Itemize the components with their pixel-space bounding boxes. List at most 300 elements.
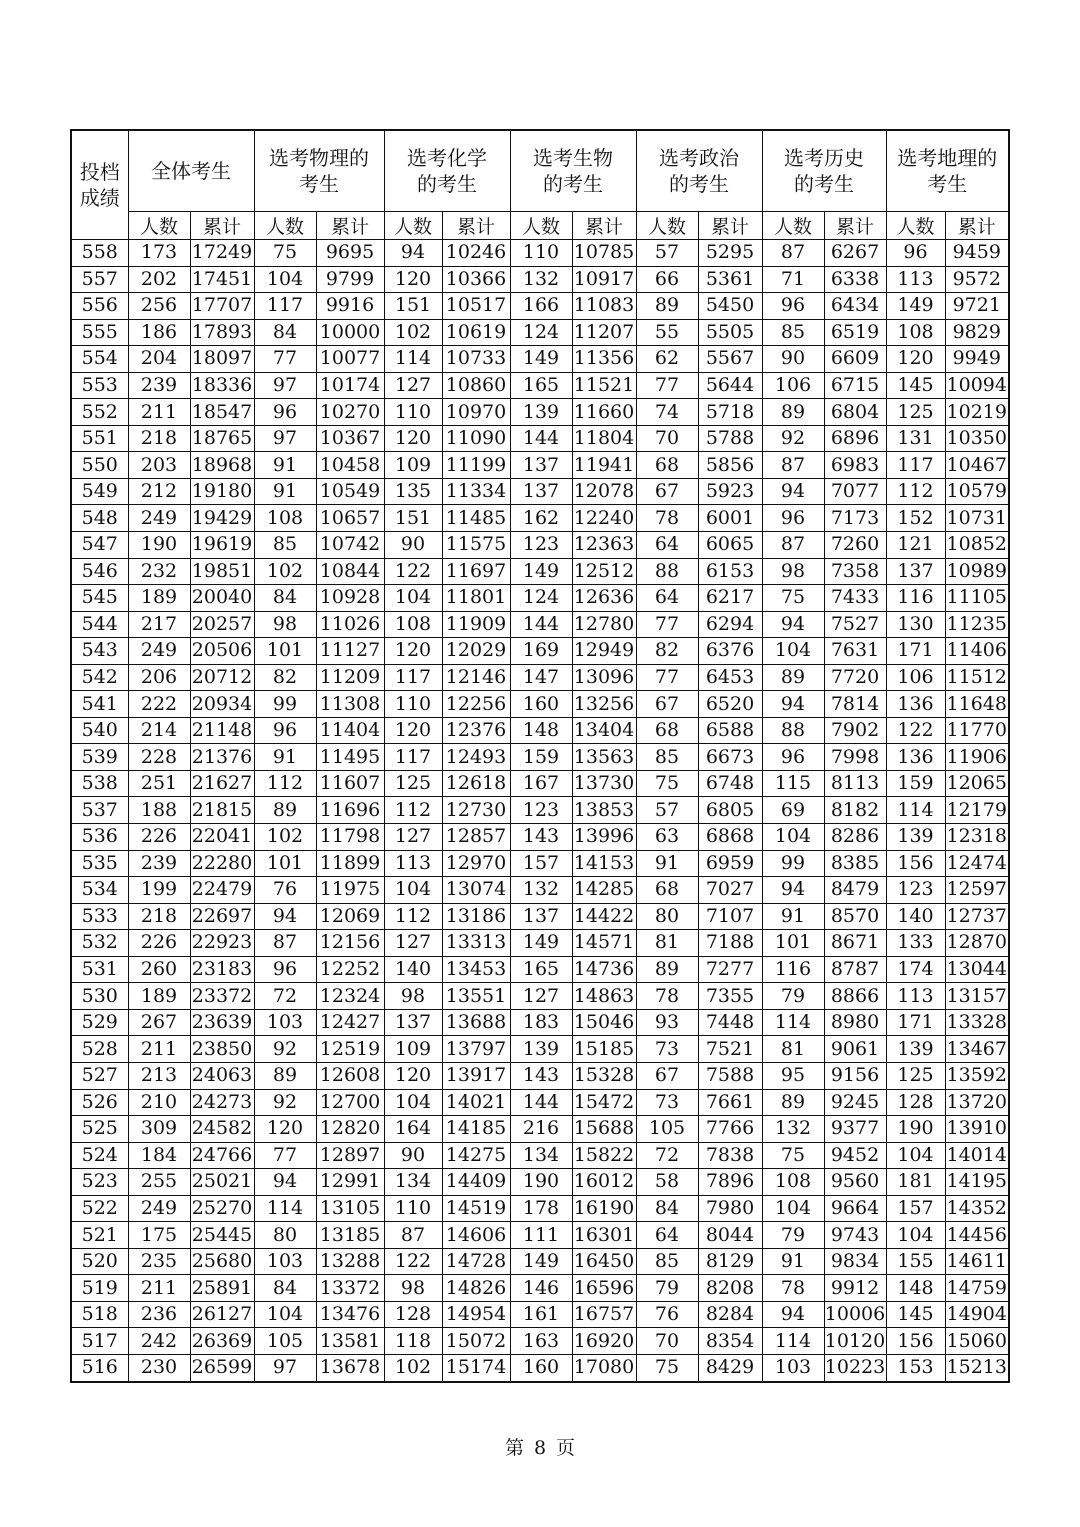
table-cell: 123 (510, 797, 572, 824)
table-cell: 109 (384, 452, 442, 479)
table-cell: 189 (128, 585, 190, 612)
table-cell: 93 (636, 1009, 698, 1036)
score-cell: 557 (71, 266, 128, 293)
table-cell: 143 (510, 1062, 572, 1089)
table-cell: 14409 (442, 1169, 510, 1196)
table-row (71, 558, 1009, 585)
table-cell: 24582 (190, 1116, 254, 1143)
table-cell: 11607 (316, 770, 384, 797)
table-cell: 25891 (190, 1275, 254, 1302)
table-cell: 6376 (698, 638, 762, 665)
table-cell: 190 (128, 532, 190, 559)
table-cell: 70 (636, 425, 698, 452)
table-cell: 104 (384, 1089, 442, 1116)
table-row (71, 956, 1009, 983)
table-cell: 10579 (945, 478, 1009, 505)
table-cell: 11090 (442, 425, 510, 452)
table-cell: 17249 (190, 240, 254, 267)
table-cell: 171 (886, 1009, 945, 1036)
table-cell: 10223 (824, 1354, 886, 1381)
table-cell: 6609 (824, 346, 886, 373)
table-row (71, 1248, 1009, 1275)
table-cell: 114 (762, 1009, 824, 1036)
table-cell: 96 (254, 399, 316, 426)
score-cell: 525 (71, 1116, 128, 1143)
table-cell: 15046 (572, 1009, 636, 1036)
score-cell: 553 (71, 372, 128, 399)
table-cell: 6804 (824, 399, 886, 426)
table-cell: 11209 (316, 664, 384, 691)
table-row (71, 797, 1009, 824)
table-cell: 10731 (945, 505, 1009, 532)
table-cell: 9743 (824, 1222, 886, 1249)
table-cell: 218 (128, 425, 190, 452)
table-cell: 91 (636, 850, 698, 877)
table-cell: 26599 (190, 1354, 254, 1381)
table-cell: 9572 (945, 266, 1009, 293)
table-row (71, 1195, 1009, 1222)
table-cell: 10350 (945, 425, 1009, 452)
table-row (71, 611, 1009, 638)
table-cell: 98 (762, 558, 824, 585)
score-cell: 524 (71, 1142, 128, 1169)
table-cell: 10549 (316, 478, 384, 505)
table-cell: 216 (510, 1116, 572, 1143)
table-cell: 21627 (190, 770, 254, 797)
score-cell: 531 (71, 956, 128, 983)
table-row (71, 1275, 1009, 1302)
table-cell: 13453 (442, 956, 510, 983)
group-header-biology: 选考生物的考生 (510, 130, 636, 212)
table-row (71, 1354, 1009, 1381)
table-cell: 10174 (316, 372, 384, 399)
table-cell: 121 (886, 532, 945, 559)
table-cell: 165 (510, 956, 572, 983)
table-cell: 24063 (190, 1062, 254, 1089)
table-cell: 11798 (316, 824, 384, 851)
table-cell: 14571 (572, 930, 636, 957)
table-cell: 7980 (698, 1195, 762, 1222)
table-cell: 16190 (572, 1195, 636, 1222)
table-cell: 133 (886, 930, 945, 957)
table-cell: 11575 (442, 532, 510, 559)
table-cell: 136 (886, 691, 945, 718)
table-cell: 13404 (572, 717, 636, 744)
table-cell: 7077 (824, 478, 886, 505)
table-cell: 79 (636, 1275, 698, 1302)
table-cell: 6715 (824, 372, 886, 399)
table-row (71, 266, 1009, 293)
table-cell: 89 (254, 1062, 316, 1089)
table-cell: 8354 (698, 1328, 762, 1355)
table-cell: 181 (886, 1169, 945, 1196)
table-cell: 166 (510, 293, 572, 320)
table-cell: 12252 (316, 956, 384, 983)
table-cell: 163 (510, 1328, 572, 1355)
table-cell: 7661 (698, 1089, 762, 1116)
score-cell: 549 (71, 478, 128, 505)
table-cell: 6748 (698, 770, 762, 797)
table-cell: 12737 (945, 903, 1009, 930)
table-cell: 161 (510, 1301, 572, 1328)
table-cell: 214 (128, 717, 190, 744)
table-cell: 12146 (442, 664, 510, 691)
table-cell: 12179 (945, 797, 1009, 824)
table-cell: 123 (510, 532, 572, 559)
table-cell: 235 (128, 1248, 190, 1275)
table-cell: 160 (510, 691, 572, 718)
table-cell: 73 (636, 1089, 698, 1116)
table-cell: 64 (636, 585, 698, 612)
table-cell: 134 (510, 1142, 572, 1169)
table-cell: 6588 (698, 717, 762, 744)
table-cell: 13185 (316, 1222, 384, 1249)
table-cell: 81 (636, 930, 698, 957)
table-cell: 102 (384, 319, 442, 346)
score-cell: 544 (71, 611, 128, 638)
table-cell: 9560 (824, 1169, 886, 1196)
table-cell: 94 (254, 903, 316, 930)
table-cell: 11909 (442, 611, 510, 638)
table-cell: 149 (510, 558, 572, 585)
table-cell: 25680 (190, 1248, 254, 1275)
table-cell: 151 (384, 505, 442, 532)
table-cell: 98 (254, 611, 316, 638)
subheader-cumulative: 累计 (945, 212, 1009, 240)
table-cell: 127 (384, 930, 442, 957)
table-cell: 23639 (190, 1009, 254, 1036)
table-cell: 148 (510, 717, 572, 744)
table-cell: 10733 (442, 346, 510, 373)
subheader-row (71, 212, 1009, 240)
table-cell: 12256 (442, 691, 510, 718)
table-cell: 57 (636, 797, 698, 824)
table-cell: 79 (762, 1222, 824, 1249)
score-cell: 519 (71, 1275, 128, 1302)
table-cell: 104 (762, 824, 824, 851)
table-cell: 117 (384, 744, 442, 771)
table-cell: 96 (762, 744, 824, 771)
table-cell: 6868 (698, 824, 762, 851)
table-cell: 16301 (572, 1222, 636, 1249)
table-cell: 120 (384, 638, 442, 665)
table-cell: 85 (636, 1248, 698, 1275)
table-cell: 104 (886, 1142, 945, 1169)
table-cell: 8429 (698, 1354, 762, 1381)
table-cell: 169 (510, 638, 572, 665)
table-cell: 103 (254, 1009, 316, 1036)
table-cell: 14185 (442, 1116, 510, 1143)
table-cell: 7838 (698, 1142, 762, 1169)
table-cell: 84 (636, 1195, 698, 1222)
table-cell: 13720 (945, 1089, 1009, 1116)
table-cell: 159 (886, 770, 945, 797)
table-cell: 13186 (442, 903, 510, 930)
table-cell: 117 (254, 293, 316, 320)
table-cell: 19619 (190, 532, 254, 559)
table-cell: 105 (254, 1328, 316, 1355)
table-cell: 13581 (316, 1328, 384, 1355)
score-cell: 535 (71, 850, 128, 877)
table-cell: 8286 (824, 824, 886, 851)
table-cell: 127 (384, 824, 442, 851)
table-cell: 12636 (572, 585, 636, 612)
table-cell: 137 (510, 452, 572, 479)
table-cell: 26369 (190, 1328, 254, 1355)
table-cell: 8570 (824, 903, 886, 930)
table-cell: 102 (384, 1354, 442, 1381)
table-cell: 9245 (824, 1089, 886, 1116)
table-cell: 21376 (190, 744, 254, 771)
table-cell: 12029 (442, 638, 510, 665)
table-cell: 13996 (572, 824, 636, 851)
table-cell: 12324 (316, 983, 384, 1010)
table-cell: 101 (254, 638, 316, 665)
table-row (71, 1062, 1009, 1089)
table-cell: 11235 (945, 611, 1009, 638)
table-cell: 72 (636, 1142, 698, 1169)
table-cell: 145 (886, 372, 945, 399)
table-cell: 10367 (316, 425, 384, 452)
table-cell: 10458 (316, 452, 384, 479)
table-cell: 22697 (190, 903, 254, 930)
table-cell: 94 (762, 1301, 824, 1328)
score-cell: 539 (71, 744, 128, 771)
table-cell: 122 (886, 717, 945, 744)
table-cell: 14195 (945, 1169, 1009, 1196)
table-cell: 10517 (442, 293, 510, 320)
table-cell: 113 (384, 850, 442, 877)
table-cell: 17893 (190, 319, 254, 346)
table-cell: 217 (128, 611, 190, 638)
score-cell: 543 (71, 638, 128, 665)
table-cell: 94 (762, 611, 824, 638)
table-cell: 96 (254, 717, 316, 744)
group-header-all: 全体考生 (128, 130, 254, 212)
subheader-count: 人数 (886, 212, 945, 240)
table-cell: 10094 (945, 372, 1009, 399)
subheader-cumulative: 累计 (316, 212, 384, 240)
table-row (71, 425, 1009, 452)
table-cell: 7277 (698, 956, 762, 983)
table-cell: 11127 (316, 638, 384, 665)
score-cell: 521 (71, 1222, 128, 1249)
table-cell: 189 (128, 983, 190, 1010)
table-cell: 17451 (190, 266, 254, 293)
table-cell: 204 (128, 346, 190, 373)
table-cell: 117 (384, 664, 442, 691)
table-cell: 77 (254, 1142, 316, 1169)
table-cell: 103 (254, 1248, 316, 1275)
table-cell: 6338 (824, 266, 886, 293)
table-cell: 14759 (945, 1275, 1009, 1302)
table-cell: 63 (636, 824, 698, 851)
table-cell: 26127 (190, 1301, 254, 1328)
table-cell: 7527 (824, 611, 886, 638)
table-cell: 112 (254, 770, 316, 797)
table-cell: 164 (384, 1116, 442, 1143)
table-cell: 137 (384, 1009, 442, 1036)
table-cell: 11334 (442, 478, 510, 505)
table-cell: 10006 (824, 1301, 886, 1328)
table-cell: 12065 (945, 770, 1009, 797)
table-cell: 76 (254, 877, 316, 904)
table-cell: 12897 (316, 1142, 384, 1169)
group-header-politics: 选考政治的考生 (636, 130, 762, 212)
table-cell: 16757 (572, 1301, 636, 1328)
table-cell: 9829 (945, 319, 1009, 346)
table-cell: 15328 (572, 1062, 636, 1089)
table-cell: 115 (762, 770, 824, 797)
table-cell: 6217 (698, 585, 762, 612)
table-cell: 20257 (190, 611, 254, 638)
table-cell: 140 (384, 956, 442, 983)
table-cell: 255 (128, 1169, 190, 1196)
table-cell: 239 (128, 372, 190, 399)
table-cell: 20712 (190, 664, 254, 691)
table-cell: 12376 (442, 717, 510, 744)
table-cell: 14728 (442, 1248, 510, 1275)
table-cell: 91 (254, 452, 316, 479)
table-cell: 73 (636, 1036, 698, 1063)
table-cell: 64 (636, 532, 698, 559)
table-row (71, 983, 1009, 1010)
table-cell: 23183 (190, 956, 254, 983)
table-cell: 7355 (698, 983, 762, 1010)
table-cell: 20506 (190, 638, 254, 665)
table-cell: 9949 (945, 346, 1009, 373)
table-cell: 13853 (572, 797, 636, 824)
table-cell: 94 (254, 1169, 316, 1196)
table-cell: 11770 (945, 717, 1009, 744)
table-cell: 113 (886, 266, 945, 293)
table-cell: 103 (762, 1354, 824, 1381)
table-cell: 13256 (572, 691, 636, 718)
table-cell: 7448 (698, 1009, 762, 1036)
table-row (71, 372, 1009, 399)
table-cell: 120 (384, 266, 442, 293)
table-cell: 91 (762, 1248, 824, 1275)
table-cell: 120 (384, 717, 442, 744)
table-cell: 67 (636, 1062, 698, 1089)
table-cell: 10928 (316, 585, 384, 612)
table-cell: 13044 (945, 956, 1009, 983)
table-cell: 92 (254, 1036, 316, 1063)
table-cell: 127 (384, 372, 442, 399)
table-row (71, 930, 1009, 957)
table-cell: 230 (128, 1354, 190, 1381)
table-cell: 13730 (572, 770, 636, 797)
table-cell: 8182 (824, 797, 886, 824)
table-cell: 14285 (572, 877, 636, 904)
table-cell: 137 (886, 558, 945, 585)
table-cell: 6983 (824, 452, 886, 479)
table-cell: 108 (384, 611, 442, 638)
table-cell: 124 (510, 319, 572, 346)
table-cell: 10077 (316, 346, 384, 373)
table-cell: 239 (128, 850, 190, 877)
table-cell: 108 (762, 1169, 824, 1196)
table-cell: 148 (886, 1275, 945, 1302)
table-cell: 11026 (316, 611, 384, 638)
table-cell: 7631 (824, 638, 886, 665)
table-cell: 13313 (442, 930, 510, 957)
table-cell: 7766 (698, 1116, 762, 1143)
table-cell: 249 (128, 505, 190, 532)
table-row (71, 1142, 1009, 1169)
table-cell: 89 (762, 1089, 824, 1116)
table-row (71, 532, 1009, 559)
table-row (71, 505, 1009, 532)
table-cell: 11495 (316, 744, 384, 771)
table-cell: 251 (128, 770, 190, 797)
table-row (71, 744, 1009, 771)
table-cell: 178 (510, 1195, 572, 1222)
table-cell: 12474 (945, 850, 1009, 877)
table-cell: 78 (636, 505, 698, 532)
table-cell: 12078 (572, 478, 636, 505)
table-cell: 77 (636, 372, 698, 399)
table-cell: 55 (636, 319, 698, 346)
table-cell: 11941 (572, 452, 636, 479)
table-cell: 97 (254, 372, 316, 399)
table-cell: 14736 (572, 956, 636, 983)
table-cell: 11906 (945, 744, 1009, 771)
table-cell: 87 (762, 240, 824, 267)
table-cell: 85 (636, 744, 698, 771)
subheader-count: 人数 (510, 212, 572, 240)
table-cell: 85 (762, 319, 824, 346)
table-cell: 14014 (945, 1142, 1009, 1169)
table-cell: 21815 (190, 797, 254, 824)
table-cell: 7173 (824, 505, 886, 532)
score-cell: 551 (71, 425, 128, 452)
table-row (71, 638, 1009, 665)
table-cell: 199 (128, 877, 190, 904)
table-cell: 78 (762, 1275, 824, 1302)
table-cell: 15213 (945, 1354, 1009, 1381)
table-cell: 160 (510, 1354, 572, 1381)
table-cell: 13476 (316, 1301, 384, 1328)
table-cell: 96 (762, 505, 824, 532)
table-cell: 112 (384, 797, 442, 824)
table-cell: 13678 (316, 1354, 384, 1381)
table-cell: 120 (886, 346, 945, 373)
table-cell: 104 (254, 266, 316, 293)
table-cell: 12730 (442, 797, 510, 824)
table-cell: 8385 (824, 850, 886, 877)
table-cell: 12991 (316, 1169, 384, 1196)
table-cell: 11105 (945, 585, 1009, 612)
table-cell: 98 (384, 1275, 442, 1302)
footer-prefix: 第 (504, 1437, 524, 1459)
table-cell: 11356 (572, 346, 636, 373)
table-cell: 6294 (698, 611, 762, 638)
table-cell: 11696 (316, 797, 384, 824)
table-cell: 74 (636, 399, 698, 426)
table-cell: 14456 (945, 1222, 1009, 1249)
table-cell: 80 (254, 1222, 316, 1249)
table-cell: 95 (762, 1062, 824, 1089)
table-cell: 94 (762, 478, 824, 505)
table-cell: 10742 (316, 532, 384, 559)
table-cell: 14519 (442, 1195, 510, 1222)
table-cell: 11485 (442, 505, 510, 532)
score-cell: 516 (71, 1354, 128, 1381)
table-cell: 249 (128, 1195, 190, 1222)
table-cell: 9916 (316, 293, 384, 320)
table-cell: 77 (254, 346, 316, 373)
